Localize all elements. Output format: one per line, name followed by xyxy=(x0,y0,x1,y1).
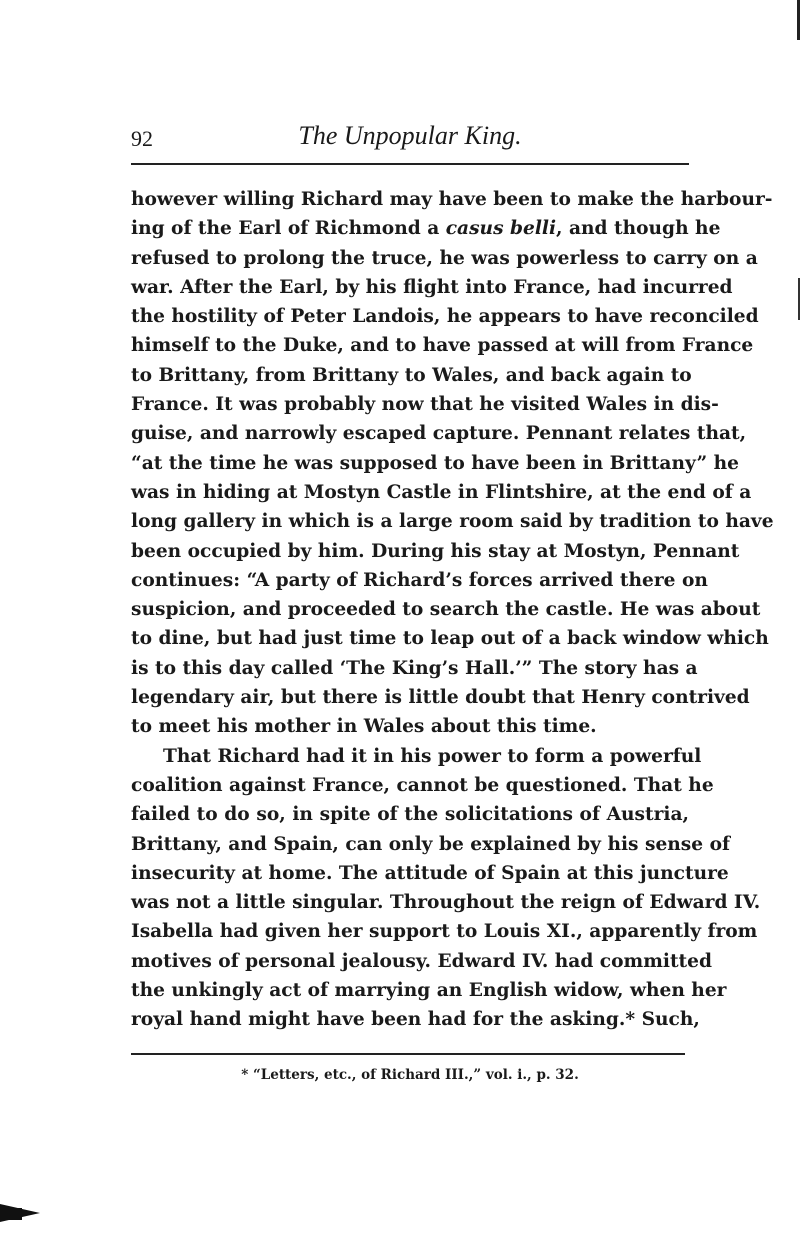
corner-mark-bar xyxy=(0,1208,22,1220)
text-line: guise, and narrowly escaped capture. Pennant relates that, xyxy=(131,423,747,445)
footnote: * “Letters, etc., of Richard III.,” vol. i., p. 32. xyxy=(241,1067,579,1083)
text-line: to Brittany, from Brittany to Wales, and back again to xyxy=(131,364,692,386)
text-line: war. After the Earl, by his flight into France, had incurred xyxy=(131,276,733,298)
text-line: was in hiding at Mostyn Castle in Flintshire, at the end of a xyxy=(131,481,752,503)
text-line: continues: “A party of Richard’s forces arrived there on xyxy=(131,569,708,591)
text-line: to meet his mother in Wales about this time. xyxy=(131,716,597,738)
text-line: failed to do so, in spite of the solicitations of Austria, xyxy=(131,804,689,826)
text-line: “at the time he was supposed to have been in Brittany” he xyxy=(131,452,739,474)
text-line: coalition against France, cannot be questioned. That he xyxy=(131,774,714,796)
text-line: long gallery in which is a large room said by tradition to have xyxy=(131,511,774,533)
page-number: 92 xyxy=(131,126,153,151)
paragraph xyxy=(131,185,774,742)
text-line: is to this day called ‘The King’s Hall.’” The story has a xyxy=(131,657,698,679)
text-line: Isabella had given her support to Louis XI., apparently from xyxy=(131,921,758,943)
text-line: refused to prolong the truce, he was powerless to carry on a xyxy=(131,247,758,269)
text-line: royal hand might have been had for the asking.* Such, xyxy=(131,1009,700,1031)
body-text xyxy=(131,185,774,1035)
text-line: the hostility of Peter Landois, he appears to have reconciled xyxy=(131,306,759,328)
text-line: himself to the Duke, and to have passed at will from France xyxy=(131,335,754,357)
text-line: suspicion, and proceeded to search the castle. He was about xyxy=(131,599,761,621)
text-line: been occupied by him. During his stay at Mostyn, Pennant xyxy=(131,540,740,562)
text-line: Brittany, and Spain, can only be explained by his sense of xyxy=(131,833,730,855)
running-title: The Unpopular King. xyxy=(298,121,522,150)
paragraph xyxy=(131,742,761,1035)
text-line: to dine, but had just time to leap out of a back window which xyxy=(131,628,769,650)
text-line: motives of personal jealousy. Edward IV. had committed xyxy=(131,950,712,972)
text-line: insecurity at home. The attitude of Spain at this juncture xyxy=(131,862,729,884)
footnote-rule xyxy=(131,1053,685,1055)
header-rule xyxy=(131,163,689,165)
text-line: That Richard had it in his power to form a powerful xyxy=(163,745,702,767)
text-line: legendary air, but there is little doubt that Henry contrived xyxy=(131,687,750,709)
text-line: the unkingly act of marrying an English widow, when her xyxy=(131,980,727,1002)
text-line: was not a little singular. Throughout the reign of Edward IV. xyxy=(131,892,761,914)
page-header xyxy=(131,118,689,160)
text-line: ing of the Earl of Richmond a casus belli, and though he xyxy=(131,218,721,240)
text-line: however willing Richard may have been to make the harbour- xyxy=(131,189,773,210)
text-line: France. It was probably now that he visited Wales in dis- xyxy=(131,394,719,416)
